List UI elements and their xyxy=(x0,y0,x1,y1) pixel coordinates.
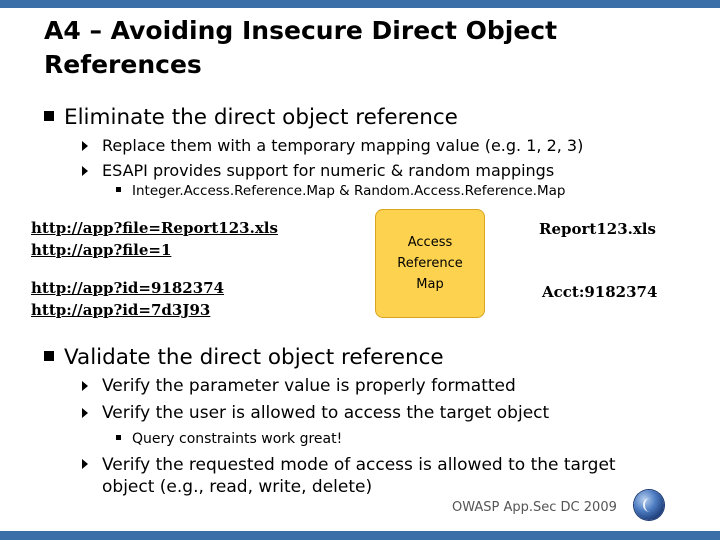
square-bullet-icon xyxy=(44,351,54,361)
bullet-validate xyxy=(44,344,444,372)
url-file-report[interactable]: http://app?file=Report123.xls xyxy=(31,219,278,237)
bottom-accent-bar xyxy=(0,531,720,540)
subbullet-esapi xyxy=(82,161,642,181)
object-account: Acct:9182374 xyxy=(542,283,658,301)
bullet-validate-text: Validate the direct object reference xyxy=(64,345,444,370)
subbullet-user-allowed xyxy=(82,403,662,423)
subbullet-format-text: Verify the parameter value is properly formatted xyxy=(102,376,516,396)
arrow-bullet-icon xyxy=(82,408,88,418)
bullet-eliminate xyxy=(44,104,458,132)
url-file-1[interactable]: http://app?file=1 xyxy=(31,241,172,259)
subsubbullet-query xyxy=(116,430,342,448)
owasp-globe-logo-icon xyxy=(634,490,664,520)
subbullet-esapi-text: ESAPI provides support for numeric & random mappings xyxy=(102,161,555,180)
subsubbullet-maps-text: Integer.Access.Reference.Map & Random.Access.Reference.Map xyxy=(132,183,566,199)
bullet-eliminate-text: Eliminate the direct object reference xyxy=(64,105,458,130)
arrow-bullet-icon xyxy=(82,166,88,176)
subbullet-replace-text: Replace them with a temporary mapping value (e.g. 1, 2, 3) xyxy=(102,136,584,155)
access-reference-map-box xyxy=(375,209,485,318)
arrow-bullet-icon xyxy=(82,141,88,151)
subbullet-replace xyxy=(82,136,642,156)
url-id-7d3j93[interactable]: http://app?id=7d3J93 xyxy=(31,301,211,319)
arrow-bullet-icon xyxy=(82,381,88,391)
footer-text: OWASP App.Sec DC 2009 xyxy=(452,500,617,515)
slide-title: A4 – Avoiding Insecure Direct Object References xyxy=(44,16,558,79)
subbullet-mode-of-access-text: Verify the requested mode of access is allowed to the target object (e.g., read, write, delete) xyxy=(102,455,616,497)
small-square-bullet-icon xyxy=(116,187,121,192)
access-reference-map-label: Access Reference Map xyxy=(397,235,463,292)
subbullet-user-allowed-text: Verify the user is allowed to access the target object xyxy=(102,403,550,423)
arrow-bullet-icon xyxy=(82,459,88,469)
subsubbullet-maps xyxy=(116,182,565,200)
subsubbullet-query-text: Query constraints work great! xyxy=(132,431,343,447)
subbullet-format xyxy=(82,376,642,396)
small-square-bullet-icon xyxy=(116,435,121,440)
top-accent-bar xyxy=(0,0,720,8)
url-id-9182374[interactable]: http://app?id=9182374 xyxy=(31,279,225,297)
subbullet-mode-of-access xyxy=(82,454,662,498)
object-report-file: Report123.xls xyxy=(539,220,656,238)
square-bullet-icon xyxy=(44,111,54,121)
